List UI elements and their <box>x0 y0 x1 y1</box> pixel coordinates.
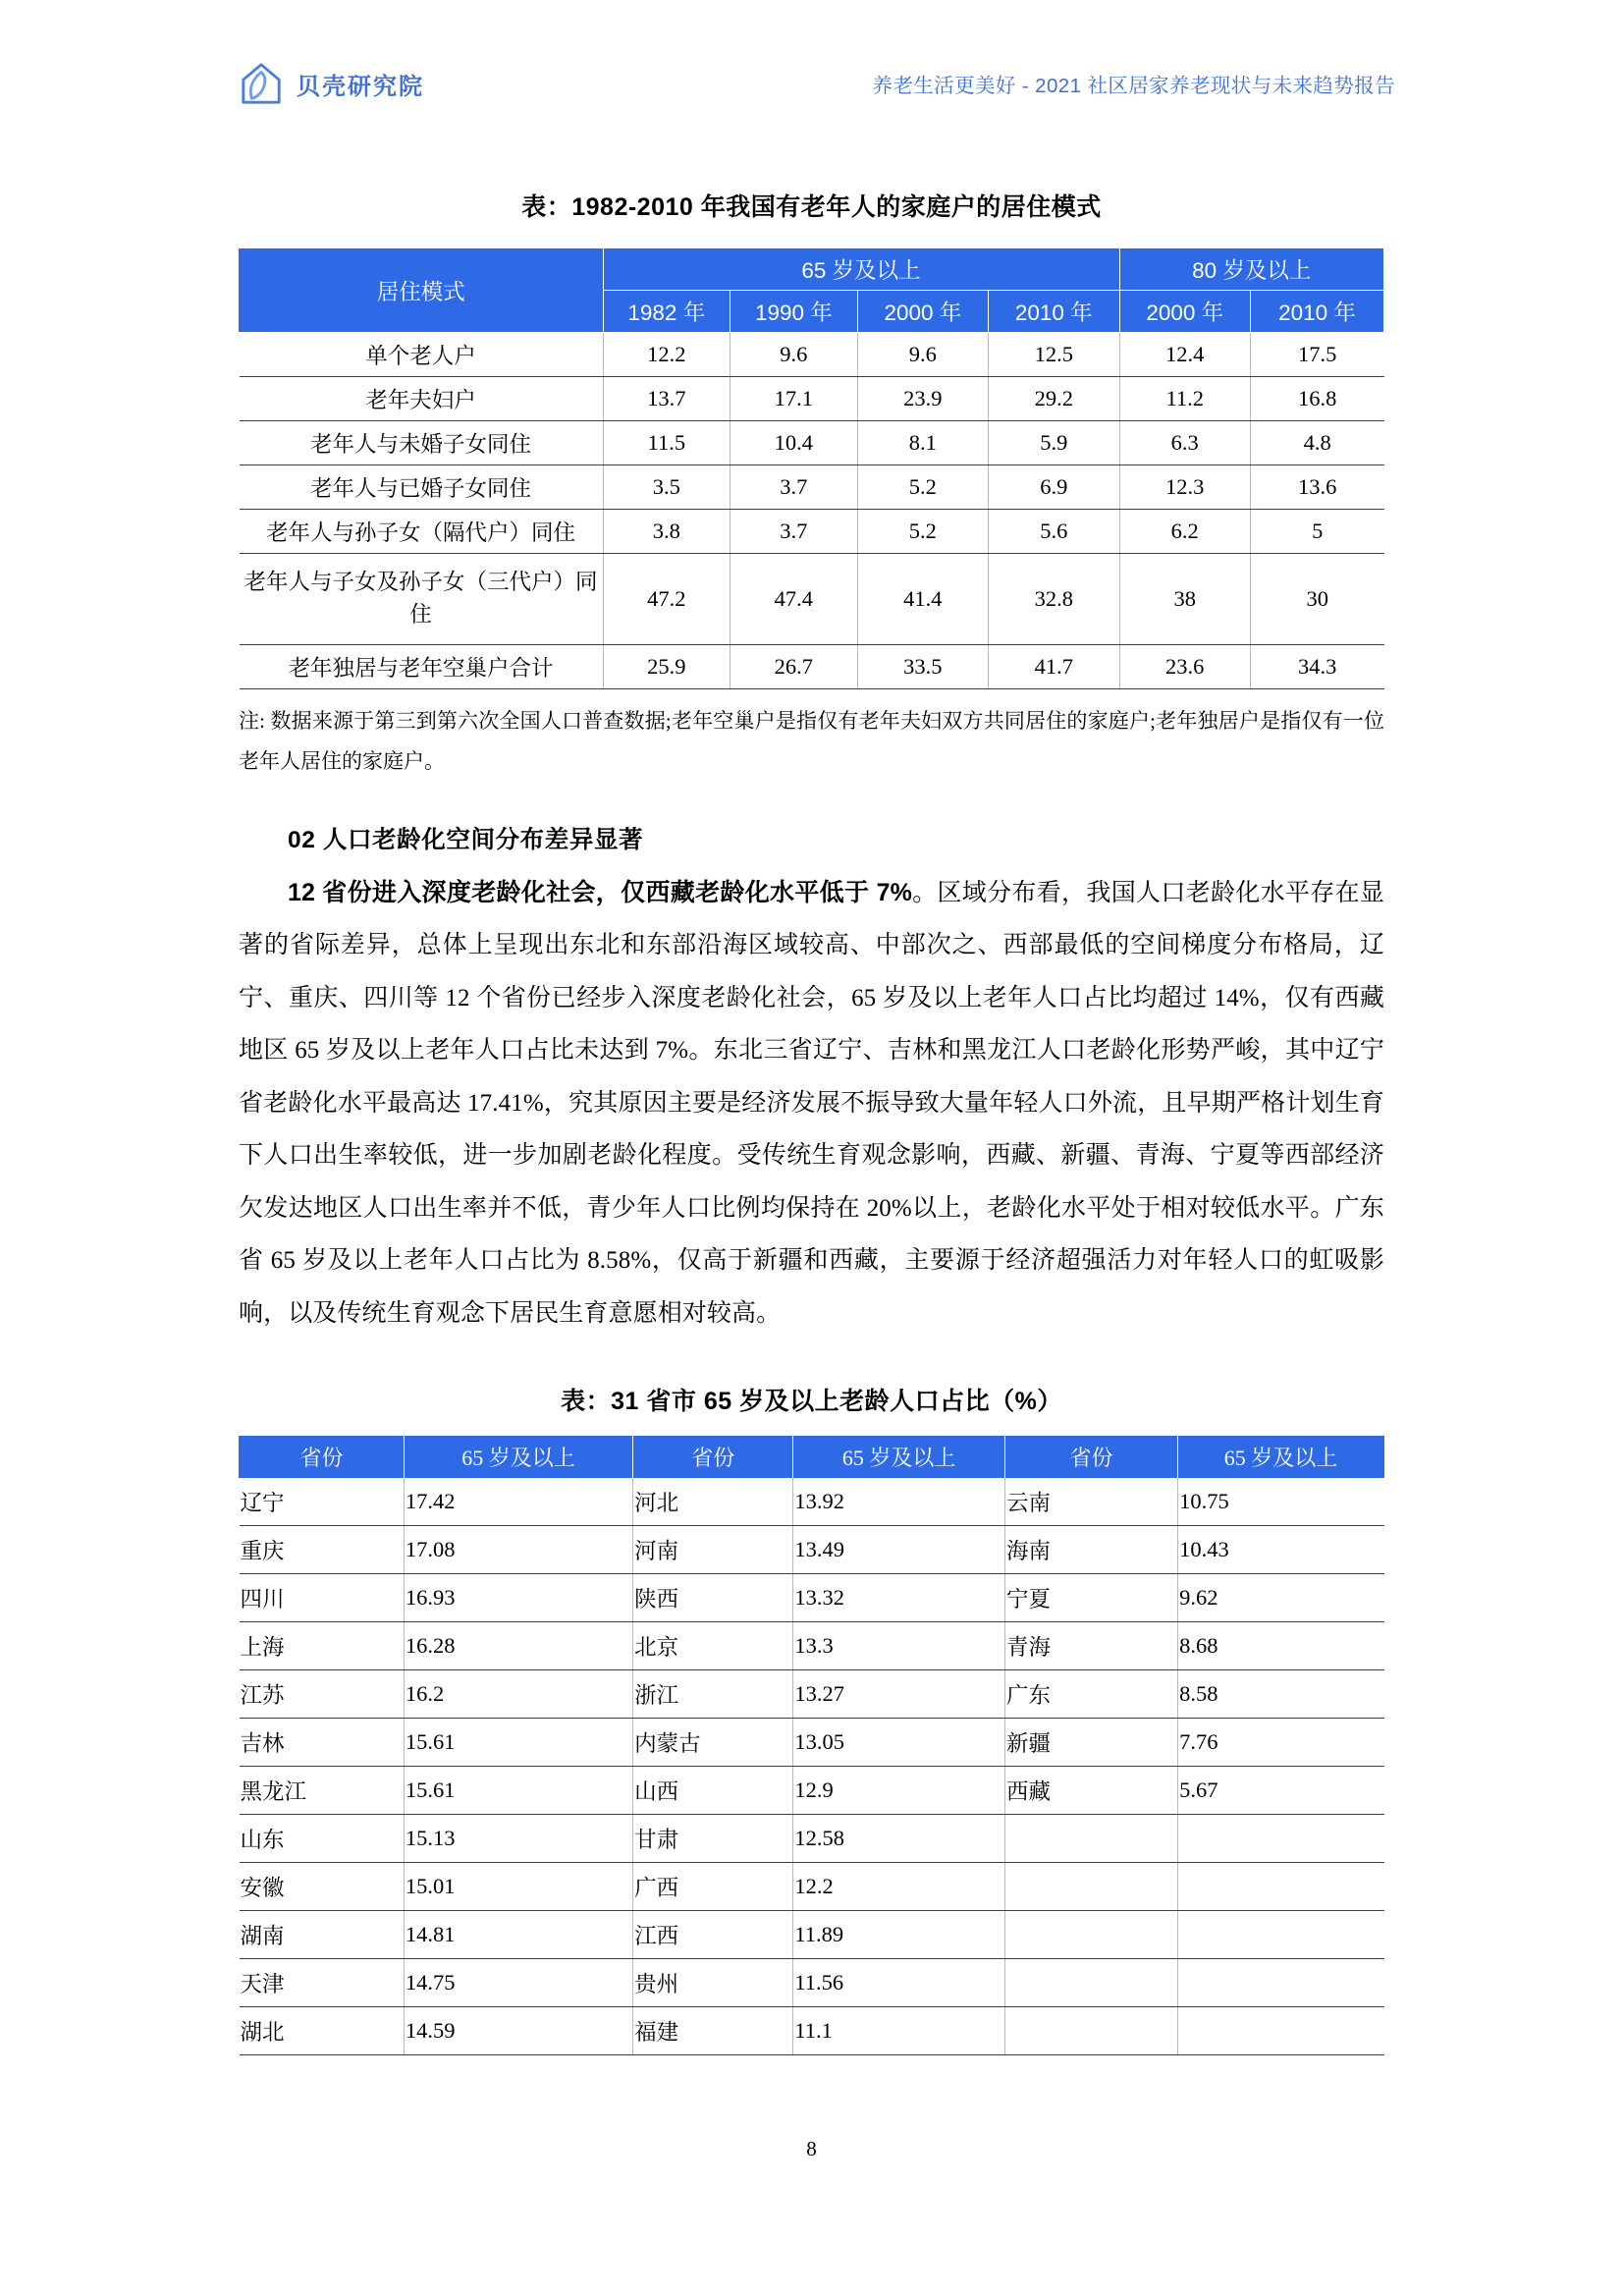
table2-cell: 13.27 <box>793 1670 1005 1719</box>
table2-cell: 江苏 <box>240 1670 405 1719</box>
table1-cell: 9.6 <box>857 333 988 377</box>
table1-group-80plus: 80 岁及以上 <box>1119 248 1384 291</box>
table2-cell: 13.32 <box>793 1574 1005 1622</box>
table1-cell: 12.2 <box>603 333 730 377</box>
table2-cell: 新疆 <box>1005 1719 1178 1767</box>
page-number: 8 <box>806 2137 817 2160</box>
table2-cell: 15.61 <box>404 1719 632 1767</box>
table2-cell: 贵州 <box>633 1959 793 2007</box>
table-row <box>240 1478 1384 1526</box>
table2-cell: 北京 <box>633 1622 793 1670</box>
table1-cell: 23.9 <box>857 377 988 421</box>
table2-col-province-1: 省份 <box>240 1436 405 1478</box>
table1-cell: 5.9 <box>989 421 1119 465</box>
table2-cell: 湖北 <box>240 2007 405 2055</box>
table1-body <box>240 333 1384 689</box>
table2-cell: 四川 <box>240 1574 405 1622</box>
table1-cell: 5.2 <box>857 465 988 510</box>
table1-cell: 32.8 <box>989 554 1119 645</box>
table1-row-label: 老年人与已婚子女同住 <box>240 465 604 510</box>
table2-cell-empty <box>1005 2007 1178 2055</box>
table2-cell: 11.56 <box>793 1959 1005 2007</box>
table2-cell-empty <box>1178 1815 1384 1863</box>
paragraph-body: 。区域分布看，我国人口老龄化水平存在显著的省际差异，总体上呈现出东北和东部沿海区域较高、中部次之、西部最低的空间梯度分布格局，辽宁、重庆、四川等 12 个省份已经步入深度老龄化社会，65 岁及以上老年人口占比均超过 14%，仅有西藏地区 65 岁及以上老年人口占比未达到 7%。东北三省辽宁、吉林和黑龙江人口老龄化形势严峻，其中辽宁省老龄化水平最高达 17.41%，究其原因主要是经济发展不振导致大量年轻人口外流，且早期严格计划生育下人口出生率较低，进一步加剧老龄化程度。受传统生育观念影响，西藏、新疆、青海、宁夏等西部经济欠发达地区人口出生率并不低，青少年人口比例均保持在 20%以上，老龄化水平处于相对较低水平。广东省 65 岁及以上老年人口占比为 8.58%，仅高于新疆和西藏，主要源于经济超强活力对年轻人口的虹吸影响，以及传统生育观念下居民生育意愿相对较高。 <box>239 879 1385 1327</box>
table1-cell: 9.6 <box>730 333 858 377</box>
table2-cell: 15.61 <box>404 1767 632 1815</box>
table2-cell: 8.68 <box>1178 1622 1384 1670</box>
table2-cell: 9.62 <box>1178 1574 1384 1622</box>
beike-shell-house-icon <box>239 61 284 106</box>
table2-cell: 黑龙江 <box>240 1767 405 1815</box>
table-row <box>240 1719 1384 1767</box>
table-row <box>240 1767 1384 1815</box>
table2-cell: 10.43 <box>1178 1526 1384 1574</box>
table1-cell: 5.6 <box>989 510 1119 554</box>
table2-cell: 16.2 <box>404 1670 632 1719</box>
table-row <box>240 1911 1384 1959</box>
table1-cell: 47.4 <box>730 554 858 645</box>
table2-cell: 陕西 <box>633 1574 793 1622</box>
table2-cell: 14.81 <box>404 1911 632 1959</box>
table-row <box>240 377 1384 421</box>
table-row <box>240 1526 1384 1574</box>
report-header-title: 养老生活更美好 - 2021 社区居家养老现状与未来趋势报告 <box>872 75 1395 97</box>
table2-cell: 辽宁 <box>240 1478 405 1526</box>
table2-cell: 广西 <box>633 1863 793 1911</box>
table1-row-label: 老年人与孙子女（隔代户）同住 <box>240 510 604 554</box>
table1-cell: 3.7 <box>730 510 858 554</box>
table2-cell: 15.13 <box>404 1815 632 1863</box>
table2-cell: 西藏 <box>1005 1767 1178 1815</box>
table2-cell: 江西 <box>633 1911 793 1959</box>
table2-cell: 宁夏 <box>1005 1574 1178 1622</box>
table1-header-row-1 <box>240 248 1384 291</box>
table-row <box>240 1574 1384 1622</box>
table1-cell: 3.7 <box>730 465 858 510</box>
table1-year-2010: 2010 年 <box>989 291 1119 333</box>
section-heading-02: 02 人口老龄化空间分布差异显著 <box>288 826 644 853</box>
table1-year-2010-80plus: 2010 年 <box>1250 291 1383 333</box>
table1-row-label: 老年夫妇户 <box>240 377 604 421</box>
table1-cell: 26.7 <box>730 645 858 689</box>
table1-cell: 11.2 <box>1119 377 1250 421</box>
table1-cell: 3.8 <box>603 510 730 554</box>
table2-cell: 11.89 <box>793 1911 1005 1959</box>
table2-cell: 12.9 <box>793 1767 1005 1815</box>
table1-cell: 10.4 <box>730 421 858 465</box>
table2-cell: 13.49 <box>793 1526 1005 1574</box>
table2-caption: 表：31 省市 65 岁及以上老龄人口占比（%） <box>561 1388 1062 1416</box>
section-paragraph <box>239 867 1384 1340</box>
table2-cell: 重庆 <box>240 1526 405 1574</box>
table2-cell: 海南 <box>1005 1526 1178 1574</box>
table1-row-label: 单个老人户 <box>240 333 604 377</box>
table1-cell: 17.1 <box>730 377 858 421</box>
table1-cell: 17.5 <box>1250 333 1383 377</box>
table1-note: 注: 数据来源于第三到第六次全国人口普查数据;老年空巢户是指仅有老年夫妇双方共同居住的家庭户;老年独居户是指仅有一位老年人居住的家庭户。 <box>239 709 1384 773</box>
table2-col-ratio-1: 65 岁及以上 <box>404 1436 632 1478</box>
table2-cell-empty <box>1005 1911 1178 1959</box>
table2-cell-empty <box>1178 2007 1384 2055</box>
page-header <box>0 0 1623 106</box>
table1-cell: 12.3 <box>1119 465 1250 510</box>
table2-header-row <box>240 1436 1384 1478</box>
table1-cell: 6.9 <box>989 465 1119 510</box>
table1-year-2000: 2000 年 <box>857 291 988 333</box>
table1-cell: 13.6 <box>1250 465 1383 510</box>
table2-cell: 12.58 <box>793 1815 1005 1863</box>
table2-cell: 16.93 <box>404 1574 632 1622</box>
table2-col-province-3: 省份 <box>1005 1436 1178 1478</box>
table1-cell: 41.7 <box>989 645 1119 689</box>
table2-cell: 7.76 <box>1178 1719 1384 1767</box>
table-row <box>240 1670 1384 1719</box>
table2-cell: 浙江 <box>633 1670 793 1719</box>
page-content <box>0 188 1623 2055</box>
table1-year-1990: 1990 年 <box>730 291 858 333</box>
table2-cell: 5.67 <box>1178 1767 1384 1815</box>
table2-cell: 青海 <box>1005 1622 1178 1670</box>
table-row <box>240 1815 1384 1863</box>
table-row <box>240 1622 1384 1670</box>
table-row <box>240 510 1384 554</box>
table1-cell: 16.8 <box>1250 377 1383 421</box>
table2-cell: 山东 <box>240 1815 405 1863</box>
table1-cell: 33.5 <box>857 645 988 689</box>
paragraph-lead-bold: 12 省份进入深度老龄化社会，仅西藏老龄化水平低于 7% <box>288 878 912 906</box>
table2-cell: 11.1 <box>793 2007 1005 2055</box>
table1-cell: 25.9 <box>603 645 730 689</box>
table2-cell: 上海 <box>240 1622 405 1670</box>
table1-cell: 5 <box>1250 510 1383 554</box>
table2-cell: 湖南 <box>240 1911 405 1959</box>
table1-cell: 30 <box>1250 554 1383 645</box>
table1-row-label: 老年人与子女及孙子女（三代户）同住 <box>240 554 604 645</box>
table2-cell: 14.59 <box>404 2007 632 2055</box>
table2-cell-empty <box>1005 1959 1178 2007</box>
table2-cell: 天津 <box>240 1959 405 2007</box>
table1-cell: 4.8 <box>1250 421 1383 465</box>
table2-cell: 15.01 <box>404 1863 632 1911</box>
table-row <box>240 645 1384 689</box>
table2-cell: 13.05 <box>793 1719 1005 1767</box>
table1-caption: 表：1982-2010 年我国有老年人的家庭户的居住模式 <box>521 193 1102 221</box>
table-row <box>240 421 1384 465</box>
table2-col-ratio-3: 65 岁及以上 <box>1178 1436 1384 1478</box>
table1-group-65plus: 65 岁及以上 <box>603 248 1119 291</box>
brand-name: 贝壳研究院 <box>297 73 424 100</box>
table1-cell: 6.2 <box>1119 510 1250 554</box>
table1-row-label: 老年独居与老年空巢户合计 <box>240 645 604 689</box>
table-row <box>240 554 1384 645</box>
table1-cell: 38 <box>1119 554 1250 645</box>
table1-row-label: 老年人与未婚子女同住 <box>240 421 604 465</box>
table2-cell: 17.08 <box>404 1526 632 1574</box>
table1-cell: 23.6 <box>1119 645 1250 689</box>
table1-cell: 8.1 <box>857 421 988 465</box>
table2-cell: 8.58 <box>1178 1670 1384 1719</box>
table2-cell-empty <box>1178 1911 1384 1959</box>
table2-cell: 福建 <box>633 2007 793 2055</box>
table2-cell: 内蒙古 <box>633 1719 793 1767</box>
table2-head <box>240 1436 1384 1478</box>
table2-col-ratio-2: 65 岁及以上 <box>793 1436 1005 1478</box>
table-row <box>240 465 1384 510</box>
table1-cell: 3.5 <box>603 465 730 510</box>
table2-body <box>240 1478 1384 2055</box>
table1-cell: 12.5 <box>989 333 1119 377</box>
table-row <box>240 1959 1384 2007</box>
table2-cell: 广东 <box>1005 1670 1178 1719</box>
table1-cell: 47.2 <box>603 554 730 645</box>
table2-cell: 甘肃 <box>633 1815 793 1863</box>
brand-logo-block <box>239 61 424 106</box>
table2-cell: 13.92 <box>793 1478 1005 1526</box>
table1-col-living-mode: 居住模式 <box>240 248 604 333</box>
table2-cell: 14.75 <box>404 1959 632 2007</box>
table2-col-province-2: 省份 <box>633 1436 793 1478</box>
table2-cell: 河南 <box>633 1526 793 1574</box>
table2-cell-empty <box>1005 1863 1178 1911</box>
table-province-ratio <box>239 1436 1384 2055</box>
table2-cell: 河北 <box>633 1478 793 1526</box>
table2-cell-empty <box>1005 1815 1178 1863</box>
table1-head <box>240 248 1384 333</box>
table1-cell: 13.7 <box>603 377 730 421</box>
table1-cell: 12.4 <box>1119 333 1250 377</box>
table2-cell-empty <box>1178 1959 1384 2007</box>
table2-cell: 安徽 <box>240 1863 405 1911</box>
table-living-arrangements <box>239 247 1384 689</box>
table2-cell: 云南 <box>1005 1478 1178 1526</box>
table-row <box>240 1863 1384 1911</box>
table1-cell: 5.2 <box>857 510 988 554</box>
table2-cell: 16.28 <box>404 1622 632 1670</box>
table2-cell: 山西 <box>633 1767 793 1815</box>
table1-cell: 6.3 <box>1119 421 1250 465</box>
table2-cell: 13.3 <box>793 1622 1005 1670</box>
table-row <box>240 2007 1384 2055</box>
table1-cell: 29.2 <box>989 377 1119 421</box>
table1-cell: 41.4 <box>857 554 988 645</box>
table2-cell: 10.75 <box>1178 1478 1384 1526</box>
table2-cell: 17.42 <box>404 1478 632 1526</box>
table-row <box>240 333 1384 377</box>
table2-cell: 12.2 <box>793 1863 1005 1911</box>
table1-cell: 11.5 <box>603 421 730 465</box>
table1-year-1982: 1982 年 <box>603 291 730 333</box>
table2-cell: 吉林 <box>240 1719 405 1767</box>
table1-cell: 34.3 <box>1250 645 1383 689</box>
table1-year-2000-80plus: 2000 年 <box>1119 291 1250 333</box>
table2-cell-empty <box>1178 1863 1384 1911</box>
